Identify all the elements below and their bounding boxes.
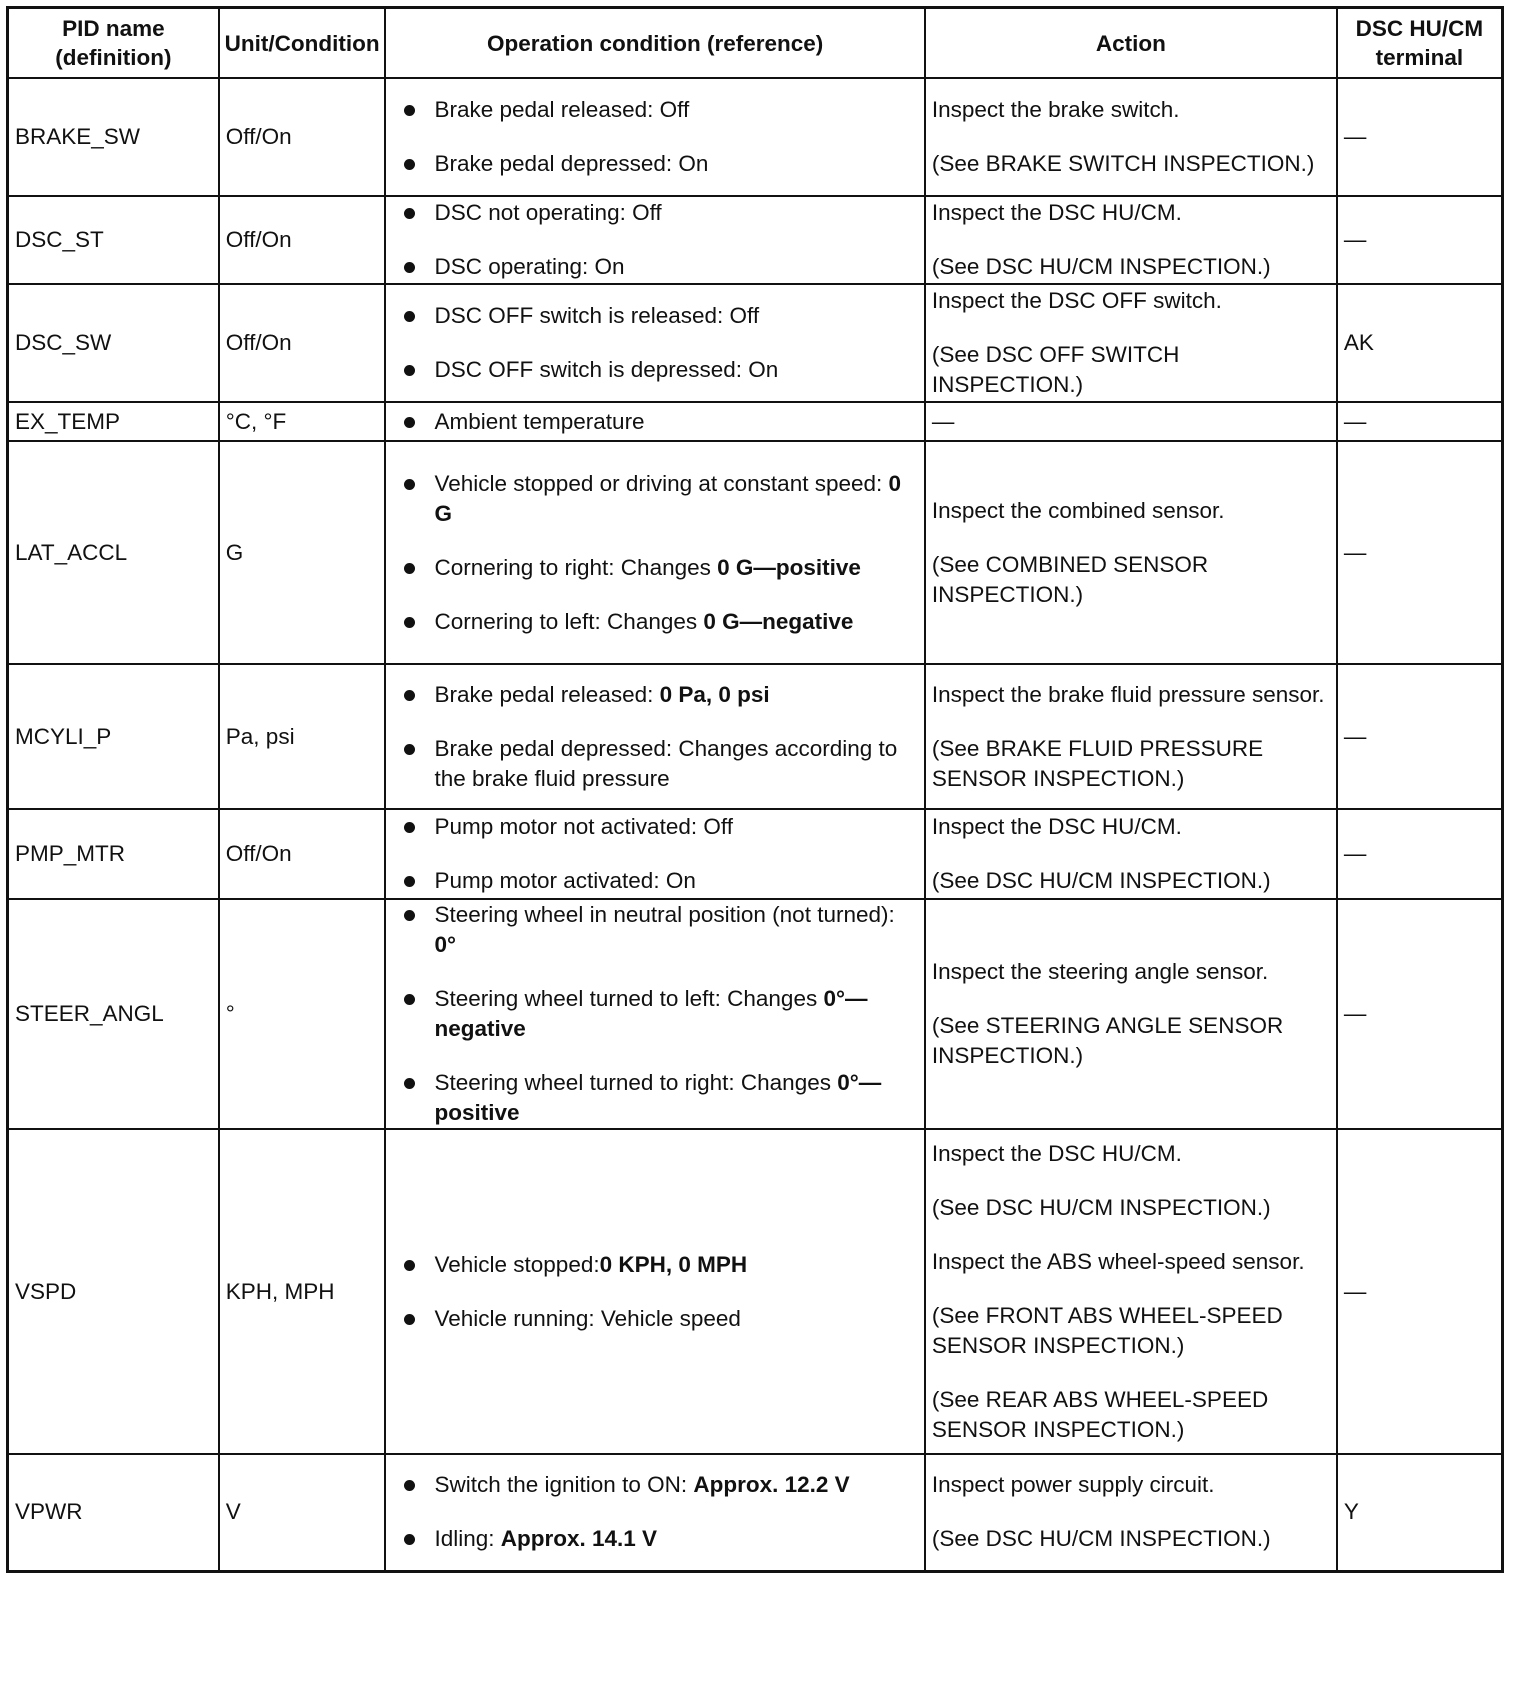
pid-name-cell: EX_TEMP [8, 402, 219, 441]
terminal-cell: — [1337, 78, 1503, 196]
unit-cell: Off/On [219, 196, 386, 284]
unit-cell: Off/On [219, 284, 386, 402]
action-text: Inspect the DSC HU/CM. [931, 1140, 1182, 1166]
unit-cell: °C, °F [219, 402, 386, 441]
pid-name-cell: DSC_SW [8, 284, 219, 402]
condition-item [434, 812, 917, 842]
condition-item [434, 1068, 917, 1128]
condition-item [434, 680, 917, 710]
action-cell [925, 1129, 1337, 1454]
condition-text: Brake pedal depressed: Changes according to the brake fluid pressure [434, 735, 898, 791]
action-text: Inspect the DSC HU/CM. [931, 814, 1182, 839]
action-text: (See DSC HU/CM INSPECTION.) [931, 868, 1271, 893]
condition-cell [385, 664, 924, 809]
action-cell [925, 664, 1337, 809]
action-text: (See REAR ABS WHEEL-SPEED SENSOR INSPECTION.) [931, 1386, 1269, 1442]
condition-list [392, 680, 917, 794]
table-row [8, 809, 1503, 899]
action-cell [925, 441, 1337, 664]
condition-item [434, 95, 917, 125]
condition-text: Brake pedal depressed: On [434, 151, 709, 176]
action-text: (See DSC HU/CM INSPECTION.) [931, 1194, 1271, 1220]
condition-cell [385, 1129, 924, 1454]
condition-text: Ambient temperature [434, 408, 645, 434]
action-text: Inspect the ABS wheel-speed sensor. [931, 1248, 1305, 1274]
unit-cell: G [219, 441, 386, 664]
table-row [8, 284, 1503, 402]
pid-name-cell: PMP_MTR [8, 809, 219, 899]
condition-list [392, 198, 917, 282]
condition-text: Idling: [434, 1526, 501, 1552]
condition-value: 0° [434, 932, 456, 957]
unit-cell: Off/On [219, 78, 386, 196]
unit-cell: ° [219, 899, 386, 1129]
condition-text: Steering wheel turned to left: Changes [434, 986, 824, 1011]
header-action: Action [925, 8, 1337, 79]
condition-cell [385, 899, 924, 1129]
action-text: (See DSC OFF SWITCH INSPECTION.) [931, 342, 1180, 397]
action-text: (See BRAKE FLUID PRESSURE SENSOR INSPECTION.) [931, 735, 1264, 791]
table-row [8, 664, 1503, 809]
terminal-cell: — [1337, 1129, 1503, 1454]
condition-text: DSC OFF switch is released: Off [434, 303, 760, 328]
terminal-cell: — [1337, 196, 1503, 284]
condition-cell [385, 402, 924, 441]
header-pid-name: PID name (definition) [8, 8, 219, 79]
condition-list [392, 1470, 917, 1554]
terminal-cell: — [1337, 402, 1503, 441]
action-cell [925, 899, 1337, 1129]
condition-text: Cornering to left: Changes [434, 608, 704, 634]
condition-text: Vehicle running: Vehicle speed [434, 1305, 741, 1331]
action-text: (See BRAKE SWITCH INSPECTION.) [931, 151, 1315, 176]
condition-text: Pump motor not activated: Off [434, 814, 733, 839]
pid-name-cell: MCYLI_P [8, 664, 219, 809]
action-cell [925, 809, 1337, 899]
pid-name-cell: VPWR [8, 1454, 219, 1571]
condition-item [434, 1524, 917, 1554]
condition-text: DSC operating: On [434, 254, 625, 279]
terminal-cell: — [1337, 809, 1503, 899]
condition-item [434, 900, 917, 960]
table-row [8, 196, 1503, 284]
table-row [8, 78, 1503, 196]
condition-cell [385, 441, 924, 664]
pid-name-cell: BRAKE_SW [8, 78, 219, 196]
condition-item [434, 607, 917, 637]
action-text: (See FRONT ABS WHEEL-SPEED SENSOR INSPECTION.) [931, 1302, 1283, 1358]
condition-list [392, 95, 917, 179]
table-body [8, 78, 1503, 1571]
action-cell [925, 1454, 1337, 1571]
condition-text: Brake pedal released: Off [434, 97, 690, 122]
condition-item [434, 407, 917, 437]
condition-cell [385, 809, 924, 899]
unit-cell: Off/On [219, 809, 386, 899]
pid-name-cell: STEER_ANGL [8, 899, 219, 1129]
condition-text: Cornering to right: Changes [434, 554, 718, 580]
condition-text: Vehicle stopped: [434, 1251, 600, 1277]
condition-list [392, 407, 917, 437]
action-text: Inspect the combined sensor. [931, 497, 1225, 523]
condition-item [434, 469, 917, 529]
action-text: (See DSC HU/CM INSPECTION.) [931, 254, 1271, 279]
condition-list [392, 1250, 917, 1334]
condition-value: 0 G—negative [703, 608, 854, 634]
table-row [8, 402, 1503, 441]
header-unit-condition: Unit/Condition [219, 8, 386, 79]
condition-value: 0°—negative [434, 986, 868, 1041]
condition-value: 0 G [434, 470, 902, 526]
condition-item [434, 553, 917, 583]
condition-item [434, 984, 917, 1044]
condition-list [392, 301, 917, 385]
pid-reference-table [6, 6, 1504, 1573]
condition-text: Pump motor activated: On [434, 868, 696, 893]
condition-value: Approx. 14.1 V [500, 1526, 658, 1552]
action-text: — [931, 408, 955, 434]
action-text: Inspect power supply circuit. [931, 1472, 1215, 1498]
condition-cell [385, 78, 924, 196]
condition-list [392, 469, 917, 637]
action-text: Inspect the steering angle sensor. [931, 959, 1269, 984]
condition-text: DSC OFF switch is depressed: On [434, 357, 779, 382]
condition-value: 0 KPH, 0 MPH [599, 1251, 748, 1277]
condition-cell [385, 284, 924, 402]
terminal-cell: — [1337, 664, 1503, 809]
condition-value: 0 Pa, 0 psi [659, 681, 770, 707]
condition-item [434, 252, 917, 282]
table-row [8, 1454, 1503, 1571]
action-cell [925, 402, 1337, 441]
condition-text: Vehicle stopped or driving at constant speed: [434, 470, 889, 496]
action-text: Inspect the DSC OFF switch. [931, 288, 1222, 313]
condition-cell [385, 1454, 924, 1571]
unit-cell: V [219, 1454, 386, 1571]
action-text: Inspect the brake fluid pressure sensor. [931, 681, 1325, 707]
condition-item [434, 1470, 917, 1500]
condition-text: Switch the ignition to ON: [434, 1472, 694, 1498]
action-cell [925, 284, 1337, 402]
action-text: Inspect the brake switch. [931, 97, 1180, 122]
condition-item [434, 301, 917, 331]
condition-item [434, 1304, 917, 1334]
unit-cell: KPH, MPH [219, 1129, 386, 1454]
condition-item [434, 355, 917, 385]
condition-value: 0°—positive [434, 1070, 882, 1125]
table-row [8, 441, 1503, 664]
condition-text: DSC not operating: Off [434, 200, 662, 225]
pid-name-cell: VSPD [8, 1129, 219, 1454]
condition-value: 0 G—positive [717, 554, 861, 580]
condition-item [434, 1250, 917, 1280]
pid-name-cell: LAT_ACCL [8, 441, 219, 664]
header-operation-condition: Operation condition (reference) [385, 8, 924, 79]
condition-item [434, 198, 917, 228]
terminal-cell: — [1337, 441, 1503, 664]
action-text: (See STEERING ANGLE SENSOR INSPECTION.) [931, 1013, 1284, 1068]
condition-list [392, 900, 917, 1128]
condition-cell [385, 196, 924, 284]
terminal-cell: Y [1337, 1454, 1503, 1571]
condition-item [434, 734, 917, 794]
action-text: (See COMBINED SENSOR INSPECTION.) [931, 551, 1209, 607]
condition-text: Steering wheel turned to right: Changes [434, 1070, 838, 1095]
unit-cell: Pa, psi [219, 664, 386, 809]
action-text: (See DSC HU/CM INSPECTION.) [931, 1526, 1271, 1552]
condition-list [392, 812, 917, 896]
action-text: Inspect the DSC HU/CM. [931, 200, 1182, 225]
terminal-cell: — [1337, 899, 1503, 1129]
condition-value: Approx. 12.2 V [693, 1472, 850, 1498]
table-row [8, 1129, 1503, 1454]
condition-item [434, 149, 917, 179]
terminal-cell: AK [1337, 284, 1503, 402]
condition-item [434, 866, 917, 896]
condition-text: Steering wheel in neutral position (not turned): [434, 902, 895, 927]
table-row [8, 899, 1503, 1129]
pid-name-cell: DSC_ST [8, 196, 219, 284]
header-terminal: DSC HU/CM terminal [1337, 8, 1503, 79]
condition-text: Brake pedal released: [434, 681, 660, 707]
action-cell [925, 196, 1337, 284]
header-row [8, 8, 1503, 79]
action-cell [925, 78, 1337, 196]
